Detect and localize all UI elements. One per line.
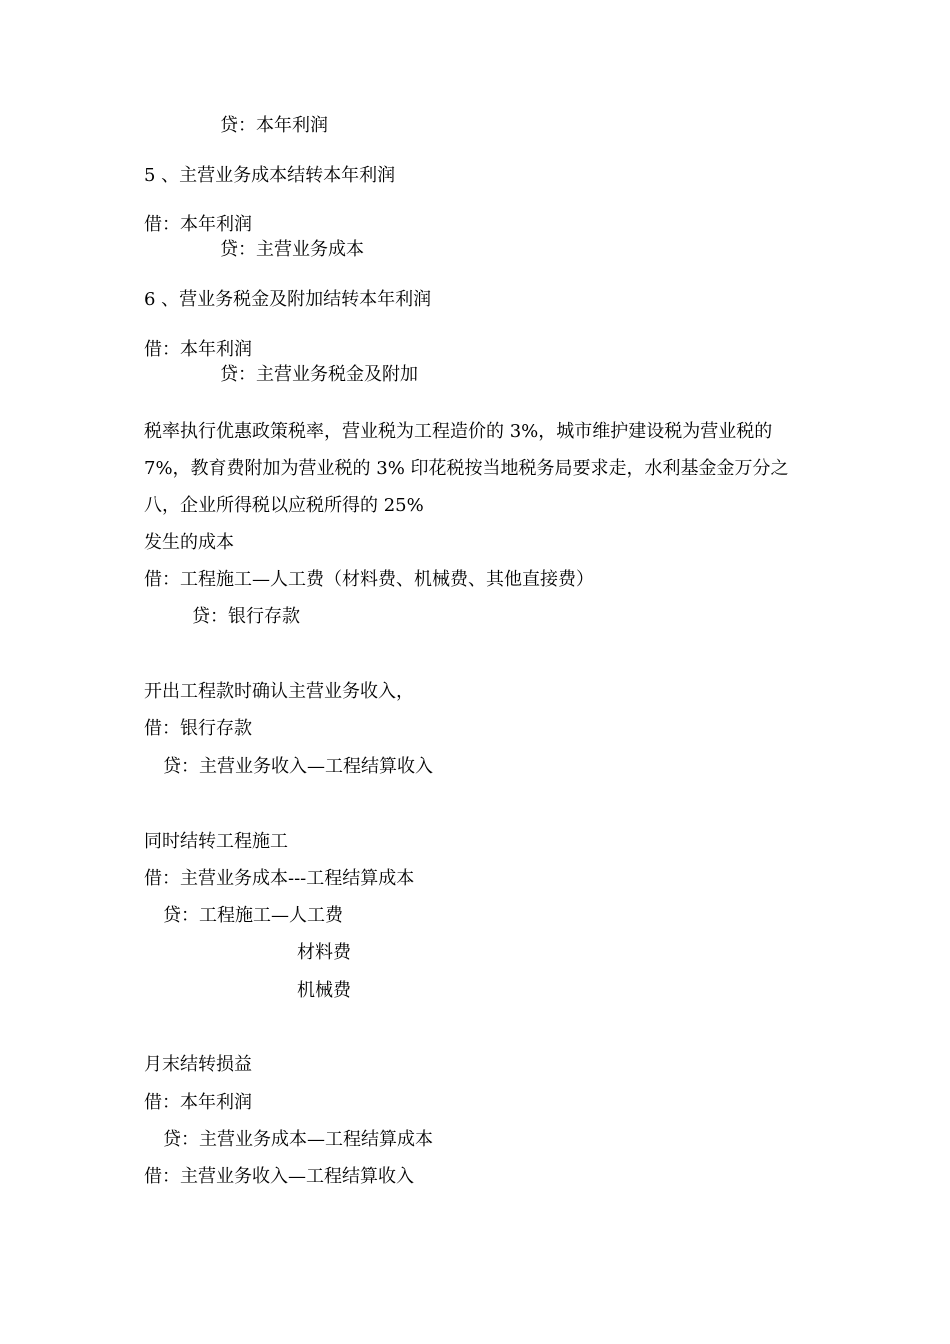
debit-line: 借：本年利润 [144,214,252,235]
credit-line: 贷：主营业务收入—工程结算收入 [163,756,433,777]
credit-line: 贷：本年利润 [220,115,328,136]
paragraph-line: 八，企业所得税以应税所得的 25% [144,495,424,516]
credit-line: 贷：银行存款 [192,606,300,627]
section-heading: 月末结转损益 [144,1054,252,1075]
credit-line: 贷：工程施工—人工费 [163,905,343,926]
credit-line: 贷：主营业务税金及附加 [220,364,418,385]
section-heading: 开出工程款时确认主营业务收入， [144,681,414,702]
debit-line: 借：本年利润 [144,1092,252,1113]
credit-line: 贷：主营业务成本—工程结算成本 [163,1129,433,1150]
debit-line: 借：银行存款 [144,718,252,739]
debit-line: 借：主营业务成本---工程结算成本 [144,868,415,889]
paragraph-line: 7%，教育费附加为营业税的 3% 印花税按当地税务局要求走，水利基金金万分之 [144,458,789,479]
debit-line: 借：本年利润 [144,339,252,360]
debit-line: 借：工程施工—人工费（材料费、机械费、其他直接费） [144,569,594,590]
credit-line: 贷：主营业务成本 [220,239,364,260]
paragraph-line: 税率执行优惠政策税率，营业税为工程造价的 3%，城市维护建设税为营业税的 [144,421,773,442]
section-heading: 发生的成本 [144,532,234,553]
credit-subitem: 材料费 [297,942,351,963]
section-heading: 5 、主营业务成本结转本年利润 [144,165,396,186]
section-heading: 6 、营业务税金及附加结转本年利润 [144,289,432,310]
credit-subitem: 机械费 [297,980,351,1001]
debit-line: 借：主营业务收入—工程结算收入 [144,1166,414,1187]
section-heading: 同时结转工程施工 [144,831,288,852]
